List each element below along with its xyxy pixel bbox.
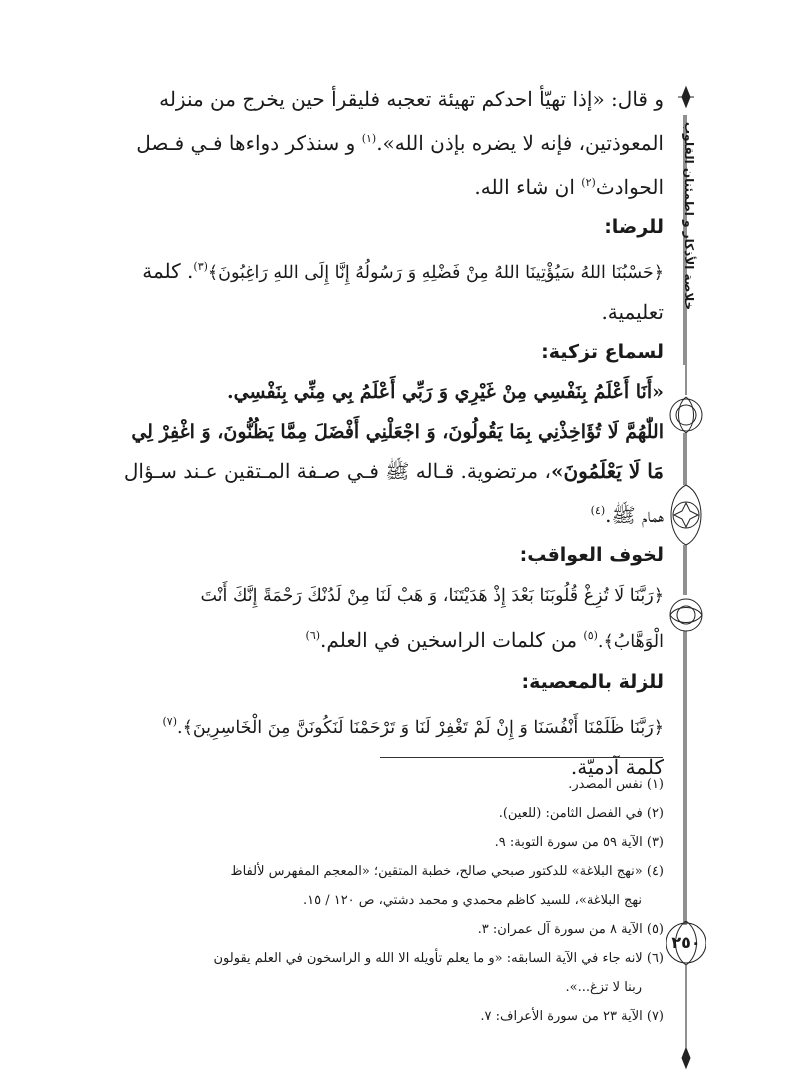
footnote-ref: (٣) (193, 260, 208, 273)
footnote-ref: (٤) (590, 504, 606, 517)
tazkiya-line-4 (86, 491, 664, 535)
footnote-ref: (١) (361, 132, 377, 145)
tazkiya-quote-3: مَا لَا يَعْلَمُونَ» (550, 459, 664, 483)
quran-verse: الْوَهَّابُ﴾. (597, 632, 664, 652)
page-number: ٢٥٠ (671, 933, 701, 952)
footnote: (٥) الآية ٨ من سورة آل عمران: ٣. (477, 922, 664, 937)
footnote: (٣) الآية ٥٩ من سورة التوبة: ٩. (494, 835, 664, 850)
footnote: (١) نفس المصدر. (568, 777, 664, 792)
footnote-ref: (٧) (162, 715, 177, 728)
tazkiya-quote-1: «أَنَا أَعْلَمُ بِنَفْسِي مِنْ غَيْرِي وَ رَبِّي أَعْلَمُ بِي مِنِّي بِنَفْسِي. (227, 381, 664, 403)
intro-line-3 (86, 163, 664, 207)
footnote-continuation: ربنا لا تزغ...». (565, 980, 642, 995)
intro-text: ان شاء الله. (474, 175, 582, 199)
rida-line-2: تعليمية. (601, 300, 664, 324)
zalla-verse (86, 702, 664, 748)
tazkiya-note: ، مرتضوية. قـاله ﷺ فـي صـفة المـتقين عـند سـؤال (123, 459, 551, 483)
footnote: (٧) الآية ٢٣ من سورة الأعراف: ٧. (480, 1009, 664, 1024)
intro-text: المعوذتين، فإنه لا يضره بإذن الله». (376, 131, 664, 155)
section-heading-awaqib: لخوف العواقب: (519, 544, 664, 566)
footnote: (٢) في الفصل الثامن: (للعين). (498, 806, 664, 821)
footnote-ref: (٥) (583, 629, 598, 642)
main-text (86, 80, 664, 787)
footnote-ref: (٢) (581, 176, 596, 189)
quran-verse: ﴿رَبَّنَا ظَلَمْنَا أَنْفُسَنَا وَ إِنْ لَمْ تَغْفِرْ لَنَا وَ تَرْحَمْنَا لَنَكُونَنَّ مِنَ الْخَاسِرِينَ﴾. (177, 718, 664, 738)
tazkiya-quote-2: اللّٰهُمَّ لَا تُؤَاخِذْنِي بِمَا يَقُولُونَ، وَ اجْعَلْنِي أَفْضَلَ مِمَّا يَظُنُّونَ، وَ اغْفِرْ لِي (131, 421, 664, 443)
tazkiya-note: همام ﷺ. (605, 503, 664, 527)
verse-note: من كلمات الراسخين في العلم. (320, 628, 584, 652)
zalla-line-2: كلمة آدميّة. (570, 755, 664, 779)
section-heading-rida: للرضا: (604, 216, 664, 238)
section-heading-zalla: للزلة بالمعصية: (521, 671, 664, 693)
running-head: خلاصة الأذكار و اطمئنان القلوب (682, 121, 696, 310)
tazkiya-line-3 (86, 452, 664, 491)
footnote-ref: (٦) (305, 629, 321, 642)
footnote: (٦) لانه جاء في الآية السابقه: «و ما يعلم تأويله الا الله و الراسخون في العلم يقولون (213, 951, 664, 966)
verse-note: . كلمة (142, 259, 194, 283)
intro-text: و سنذكر دواءها فـي فـصل (136, 131, 362, 155)
footnote-continuation: نهج البلاغة»، للسيد كاظم محمدي و محمد دشتي، ص ١٢٠ / ١٥. (302, 893, 642, 908)
footnote-separator (380, 757, 663, 758)
quran-verse: ﴿رَبَّنَا لَا تُزِغْ قُلُوبَنَا بَعْدَ إِذْ هَدَيْتَنَا، وَ هَبْ لَنَا مِنْ لَدُنْكَ رَحْمَةً إِنَّكَ أَنْتَ (200, 586, 664, 606)
rida-verse-line (86, 247, 664, 293)
footnotes (100, 770, 664, 1031)
intro-text: و قال: «إذا تهيّأ احدكم تهيئة تعجبه فليقرأ حين يخرج من منزله (159, 87, 664, 111)
quran-verse: ﴿حَسْبُنَا اللهُ سَيُؤْتِينَا اللهُ مِنْ فَضْلِهِ وَ رَسُولُهُ إِنَّا إِلَى اللهِ رَاغِبُونَ﴾ (207, 263, 664, 283)
footnote: (٤) «نهج البلاغة» للدكتور صبحي صالح، خطبة المتقين؛ «المعجم المفهرس لألفاظ (230, 864, 664, 879)
intro-text: الحوادث (595, 175, 664, 199)
intro-line-2 (86, 119, 664, 163)
section-heading-tazkiya: لسماع تزكية: (541, 341, 664, 363)
awaqib-verse-2 (86, 616, 664, 662)
awaqib-verse-1 (86, 575, 664, 616)
intro-line-1 (86, 80, 664, 119)
